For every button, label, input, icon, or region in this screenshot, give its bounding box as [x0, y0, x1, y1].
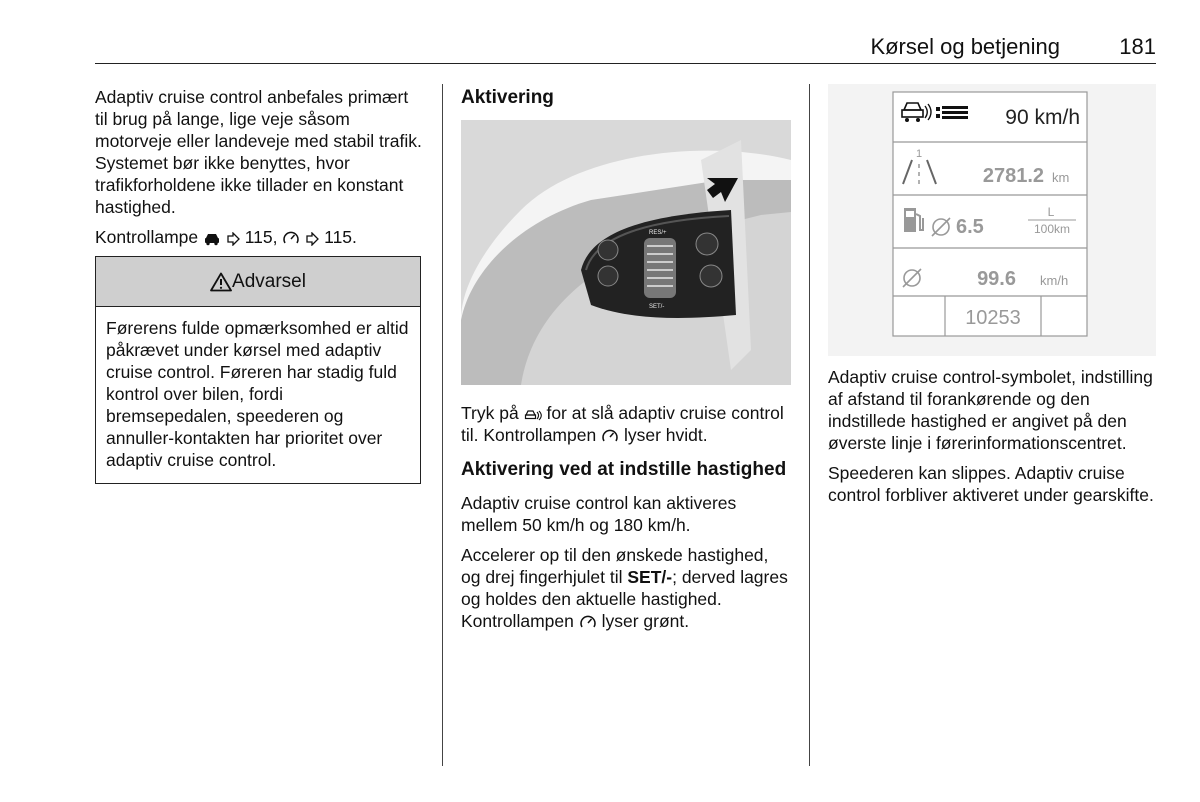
- warning-text: Førerens fulde opmærksomhed er altid påkrævet under kørsel med adaptiv cruise control. Føreren har stadig fuld kontrol over bilen, fordi bremsepedalen, speederen og annuller-kontakten har prioritet over adaptiv cruise control.: [106, 318, 409, 470]
- column-2-top: [461, 86, 791, 110]
- set-label-bold: SET/-: [627, 567, 673, 587]
- column-1: [95, 86, 425, 256]
- page-ref-arrow-icon: [226, 232, 240, 246]
- accelerate-text-c: lyser grønt.: [601, 611, 690, 631]
- column-divider: [809, 84, 810, 766]
- gearshift-paragraph: Speederen kan slippes. Adaptiv cruise control forbliver aktiveret under gearskifte.: [828, 463, 1154, 505]
- press-text-b: for at slå adaptiv cruise control til. Kontrollampen: [461, 403, 784, 445]
- press-paragraph: [461, 402, 791, 446]
- page-number: 181: [1119, 34, 1156, 59]
- set-button-label: SET/-: [649, 304, 665, 310]
- average-speed-unit: km/h: [1040, 273, 1069, 288]
- column-2-body: [461, 402, 791, 640]
- fuel-unit-denominator: 100km: [1033, 222, 1071, 236]
- lamp-reference: [95, 226, 425, 248]
- intro-paragraph: Adaptiv cruise control anbefales primært til brug på lange, lige veje såsom motorveje eller landeveje med stabil trafik. Systemet bør ikke benyttes, hvor trafikforholdene ikke tillader en konstant hastighed.: [95, 87, 422, 217]
- trip-unit: km: [1052, 170, 1070, 185]
- steering-wheel-figure: [461, 120, 791, 385]
- cruise-control-lamp-icon: [579, 614, 597, 630]
- page-ref-1[interactable]: 115,: [244, 227, 278, 247]
- press-text-a: Tryk på: [461, 403, 519, 423]
- heading-activation: Aktivering: [461, 87, 554, 108]
- res-button-label: RES/+: [649, 230, 667, 236]
- accelerate-text-a: Accelerer op til den ønskede hastighed, og drej fingerhjulet til: [461, 545, 769, 587]
- cruise-control-lamp-icon: [601, 428, 619, 444]
- cruise-control-lamp-icon: [282, 230, 300, 246]
- set-speed-readout: 90 km/h: [1005, 106, 1080, 129]
- header-rule: [95, 63, 1156, 64]
- trip-number: 1: [915, 148, 923, 160]
- column-3-body: [828, 366, 1158, 514]
- driver-information-display: [828, 84, 1156, 356]
- range-paragraph: Adaptiv cruise control kan aktiveres mellem 50 km/h og 180 km/h.: [461, 493, 737, 535]
- page-ref-2[interactable]: 115.: [324, 227, 357, 247]
- accelerate-text-b: ; derved lagres og holdes den aktuelle hastighed. Kontrollampen: [461, 567, 788, 631]
- warning-triangle-icon: [210, 272, 232, 292]
- fuel-unit-numerator: L: [1047, 205, 1055, 219]
- odometer-readout: 10253: [965, 307, 1021, 329]
- display-description-paragraph: Adaptiv cruise control-symbolet, indstilling af afstand til forankørende og den indstillede hastighed er angivet på den øverste linje i førerinformationscentret.: [828, 367, 1153, 453]
- average-speed: 99.6: [977, 268, 1016, 290]
- average-fuel-consumption: 6.5: [956, 216, 984, 238]
- page-ref-arrow-icon: [305, 232, 319, 246]
- section-title: Kørsel og betjening: [870, 34, 1060, 59]
- column-divider: [442, 84, 443, 766]
- accelerate-paragraph: [461, 544, 791, 632]
- heading-set-speed: Aktivering ved at indstille hastighed: [461, 459, 787, 480]
- adaptive-cruise-icon: [524, 408, 542, 422]
- warning-header: [96, 257, 420, 307]
- press-text-c: lyser hvidt.: [623, 425, 708, 445]
- lamp-label: Kontrollampe: [95, 227, 199, 247]
- warning-box: [95, 256, 421, 484]
- warning-title: Advarsel: [232, 270, 306, 292]
- trip-distance: 2781.2: [982, 165, 1044, 187]
- car-icon: [203, 232, 221, 246]
